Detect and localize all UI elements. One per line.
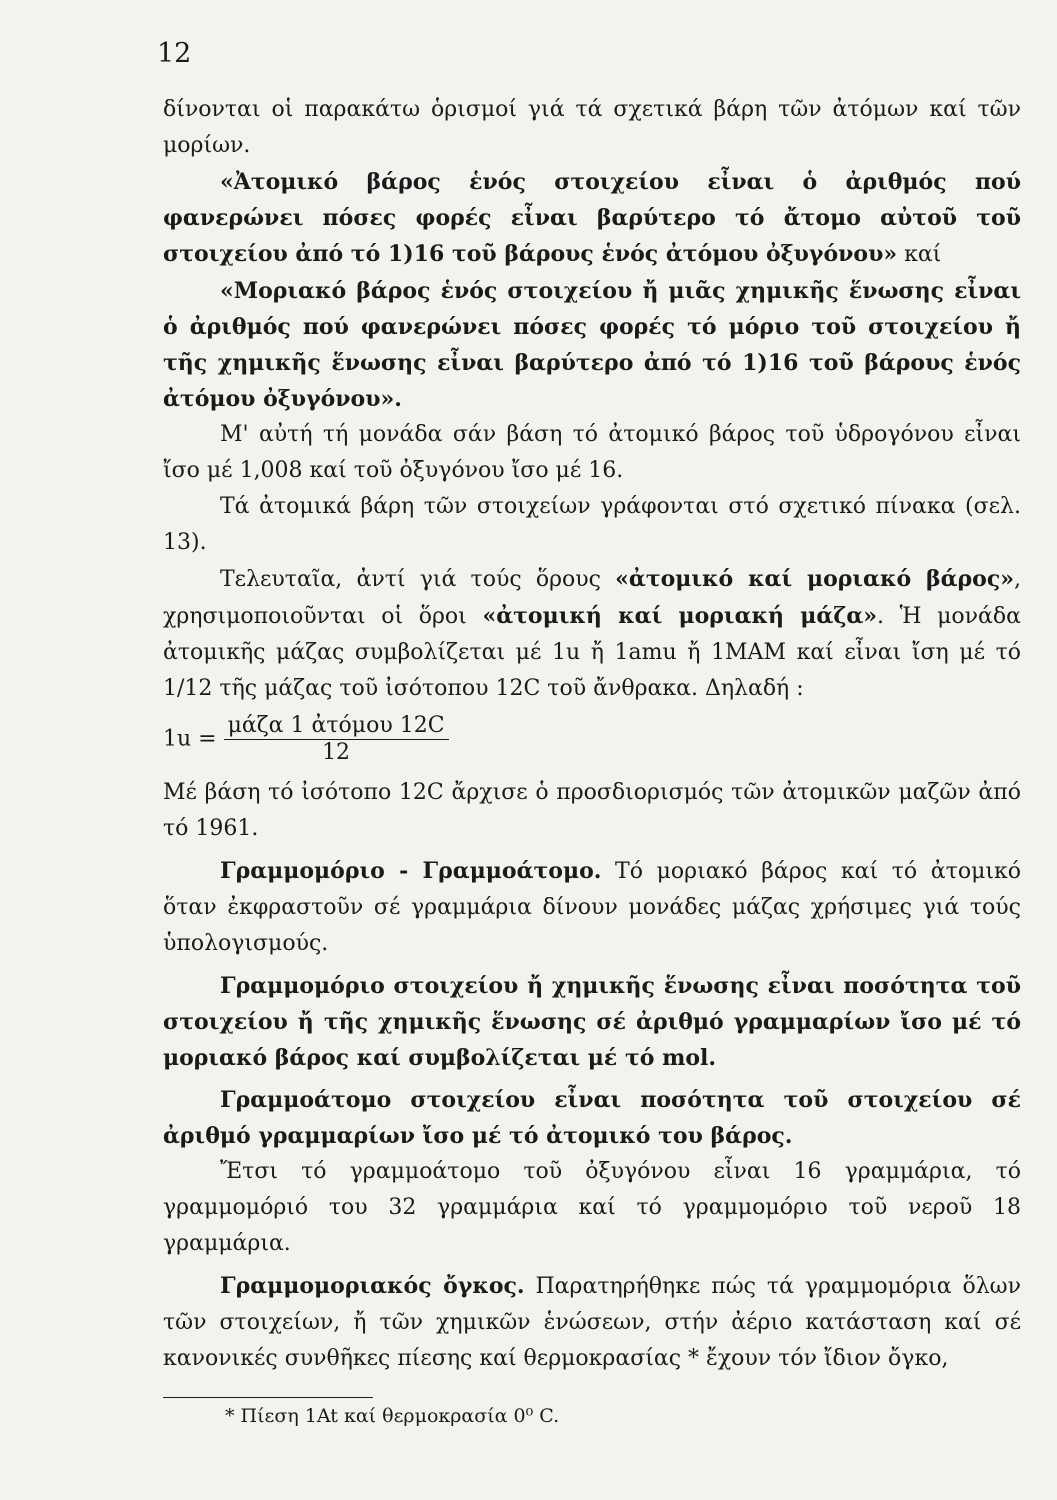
text-run: Τελευταῖα, ἀντί γιά τούς ὅρους — [220, 567, 616, 592]
page-body — [163, 92, 1021, 1434]
text-run: τῆς μάζας τοῦ ἰσότοπου — [212, 676, 496, 701]
gram-atom-definition: Γραμμοάτομο στοιχείου εἶναι ποσότητα τοῦ στοιχείου σέ ἀριθμό γραμμαρίων ἴσο μέ τό ἀτομικό του βάρος. — [163, 1087, 1021, 1149]
unit-paragraph: Μ' αὐτή τή μονάδα σάν βάση τό ἀτομικό βάρος τοῦ ὑδρογόνου εἶναι ἴσο μέ 1,008 καί τοῦ ὀξυγόνου ἴσο μέ 16. — [163, 422, 1021, 483]
gram-molecule-heading: Γραμμομόριο - Γραμμοάτομο. — [220, 858, 602, 884]
text-run: , χρησιμοποιοῦνται οἱ ὅροι — [163, 567, 1021, 629]
page-number: 12 — [157, 38, 192, 69]
term-atomic-molecular-mass: «ἀτομική καί μοριακή μάζα» — [482, 603, 878, 629]
atomic-weight-definition — [163, 164, 1021, 273]
atomic-mass-unit-formula — [163, 713, 1021, 775]
example-paragraph: Ἔτσι τό γραμμοάτομο τοῦ ὀξυγόνου εἶναι 16 γραμμάρια, τό γραμμομόριό του 32 γραμμάρια καί τό γραμμομόριο τοῦ νεροῦ 18 γραμμάρια. — [163, 1159, 1021, 1256]
formula-numerator: μάζα 1 ἀτόμου 12C — [224, 713, 449, 740]
molar-volume-paragraph — [163, 1268, 1021, 1377]
molar-volume-text: Παρατηρήθηκε πώς τά γραμμομόρια ὅλων τῶν στοιχείων, ἤ τῶν χημικῶν ἑνώσεων, στήν ἀέριο κατάσταση καί σέ κανονικές συνθῆκες πίεσης καί θερμοκρασίας * ἔχουν τόν ἴδιον ὄγκο, — [163, 1274, 1021, 1371]
term-atomic-molecular-weight: «ἀτομικό καί μοριακό βάρος» — [615, 566, 1014, 592]
atomic-weight-definition-tail: καί — [897, 242, 942, 267]
molecular-weight-definition: «Μοριακό βάρος ἑνός στοιχείου ἤ μιᾶς χημικῆς ἕνωσης εἶναι ὁ ἀριθμός πού φανερώνει πόσες φορές τό μόριο τοῦ στοιχείου ἤ τῆς χημικῆς ἕνωσης εἶναι βαρύτερο ἀπό τό 1)16 τοῦ βάρους ἑνός ἀτόμου ὀξυγόνου». — [163, 278, 1021, 412]
isotope-basis-paragraph: Μέ βάση τό ἰσότοπο 12C ἄρχισε ὁ προσδιορισμός τῶν ἀτομικῶν μαζῶν ἀπό τό 1961. — [163, 780, 1021, 841]
gram-molecule-text: Τό μοριακό βάρος καί τό ἀτομικό ὅταν ἐκφραστοῦν σέ γραμμάρια δίνουν μονάδες μάζας χρήσιμες γιά τούς ὑπολογισμούς. — [163, 859, 1022, 956]
text-run: . Ἡ μονάδα ἀτομικῆς μάζας συμβολίζεται μέ 1u ἤ 1amu ἤ 1ΜΑΜ καί εἶναι ἴση μέ τό — [163, 604, 1022, 665]
atomic-mass-paragraph — [163, 561, 1021, 707]
text-run: τοῦ ἄνθρακα. Δηλαδή : — [540, 676, 804, 701]
isotope-c12: 12C — [495, 676, 541, 701]
atomic-weight-definition-text: «Ἀτομικό βάρος ἑνός στοιχείου εἶναι ὁ ἀριθμός πού φανερώνει πόσες φορές εἶναι βαρύτερο τό ἄτομο αὐτοῦ τοῦ στοιχείου ἀπό τό 1)16 τοῦ βάρους ἑνός ἀτόμου ὀξυγόνου» — [163, 169, 1021, 267]
gram-molecule-definition: Γραμμομόριο στοιχείου ἤ χημικῆς ἕνωσης εἶναι ποσότητα τοῦ στοιχείου ἤ τῆς χημικῆς ἕνωσης σέ ἀριθμό γραμμαρίων ἴσο μέ τό μοριακό βάρος καί συμβολίζεται μέ τό mol. — [163, 973, 1021, 1071]
formula-denominator: 12 — [322, 740, 351, 765]
molar-volume-heading: Γραμμομοριακός ὄγκος. — [220, 1273, 525, 1299]
formula-lhs: 1u = — [163, 726, 217, 752]
footnote: * Πίεση 1At καί θερμοκρασία 0⁰ C. — [225, 1405, 560, 1427]
fraction-one-twelfth: 1/12 — [163, 676, 213, 701]
formula-fraction — [224, 713, 449, 766]
table-reference-paragraph: Τά ἀτομικά βάρη τῶν στοιχείων γράφονται στό σχετικό πίνακα (σελ. 13). — [163, 494, 1021, 555]
gram-molecule-paragraph — [163, 853, 1021, 962]
intro-paragraph: δίνονται οἱ παρακάτω ὁρισμοί γιά τά σχετικά βάρη τῶν ἀτόμων καί τῶν μορίων. — [163, 97, 1021, 158]
